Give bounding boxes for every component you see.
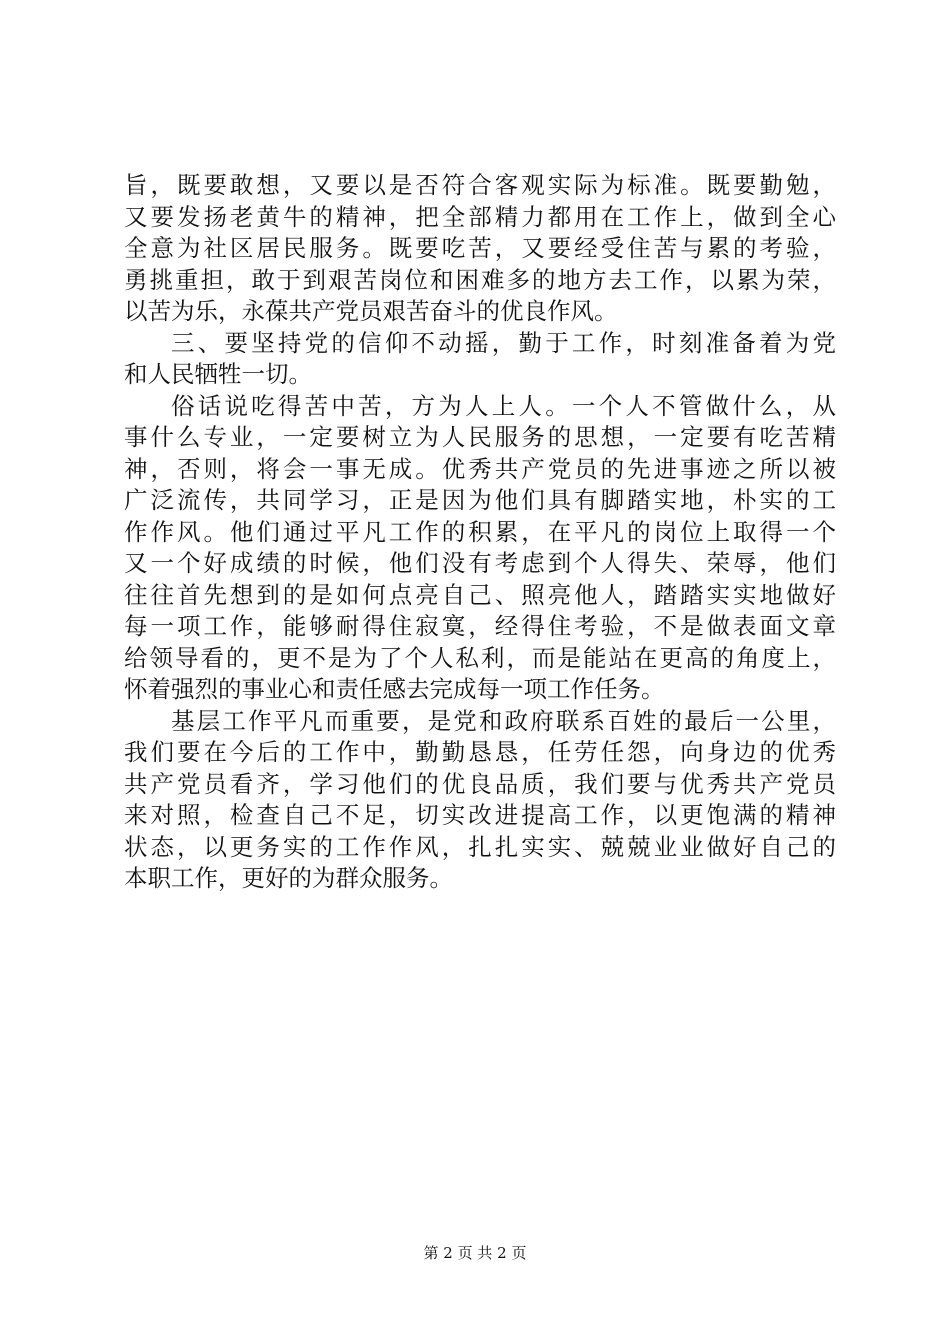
text-line: 勇挑重担，敢于到艰苦岗位和困难多的地方去工作，以累为荣， (124, 265, 836, 294)
text-line: 事什么专业，一定要树立为人民服务的思想，一定要有吃苦精 (124, 423, 836, 451)
text-line: 又要发扬老黄牛的精神，把全部精力都用在工作上，做到全心 (124, 202, 836, 231)
text-line: 神，否则，将会一事无成。优秀共产党员的先进事迹之所以被 (124, 454, 836, 483)
text-line: 来对照，检查自己不足，切实改进提高工作，以更饱满的精神 (124, 801, 836, 829)
text-line: 旨，既要敢想，又要以是否符合客观实际为标准。既要勤勉， (124, 171, 836, 199)
text-line: 往往首先想到的是如何点亮自己、照亮他人，踏踏实实地做好 (124, 580, 836, 609)
text-line: 怀着强烈的事业心和责任感去完成每一项工作任务。 (124, 675, 665, 703)
body-text (124, 170, 836, 895)
text-line: 给领导看的，更不是为了个人私利，而是能站在更高的角度上， (124, 643, 836, 672)
text-line: 俗话说吃得苦中苦，方为人上人。一个人不管做什么，从 (171, 391, 836, 420)
text-line: 全意为社区居民服务。既要吃苦，又要经受住苦与累的考验， (124, 234, 836, 262)
page-footer: 第 2 页 共 2 页 (423, 1244, 527, 1262)
text-line: 每一项工作，能够耐得住寂寞，经得住考验，不是做表面文章 (124, 612, 836, 640)
text-line: 基层工作平凡而重要，是党和政府联系百姓的最后一公里， (171, 706, 836, 735)
text-line: 状态，以更务实的工作作风，扎扎实实、兢兢业业做好自己的 (124, 832, 836, 861)
section-heading-line: 三、要坚持党的信仰不动摇，勤于工作，时刻准备着为党 (171, 328, 836, 357)
text-line: 作作风。他们通过平凡工作的积累，在平凡的岗位上取得一个 (124, 517, 836, 546)
text-line: 共产党员看齐，学习他们的优良品质，我们要与优秀共产党员 (124, 769, 836, 798)
text-line: 我们要在今后的工作中，勤勤恳恳，任劳任怨，向身边的优秀 (124, 738, 836, 766)
text-line: 以苦为乐，永葆共产党员艰苦奋斗的优良作风。 (124, 297, 618, 325)
section-heading-line: 和人民牺牲一切。 (124, 360, 312, 388)
text-line: 本职工作，更好的为群众服务。 (124, 864, 453, 892)
text-line: 又一个好成绩的时候，他们没有考虑到个人得失、荣辱，他们 (124, 549, 836, 577)
text-line: 广泛流传，共同学习，正是因为他们具有脚踏实地，朴实的工 (124, 486, 836, 514)
